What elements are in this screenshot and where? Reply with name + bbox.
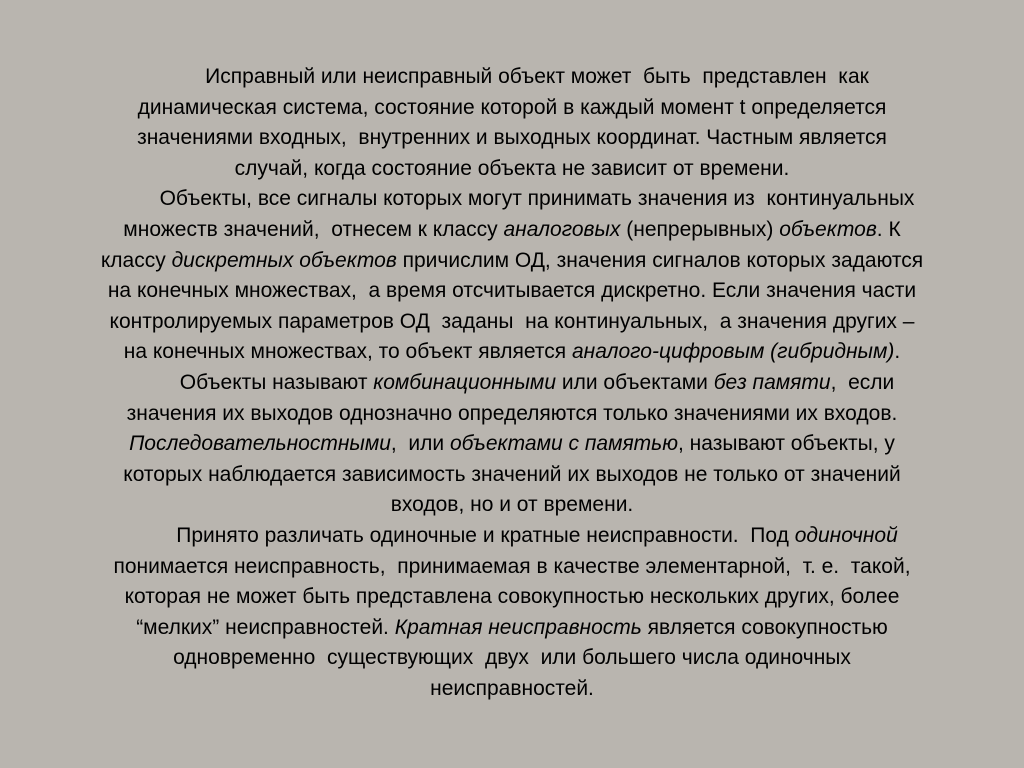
text-segment: случай, когда состояние объекта не зависит от времени. [234, 156, 790, 180]
text-segment: на конечных множествах, то объект является [123, 340, 572, 364]
text-line [0, 429, 1024, 460]
text-segment: Объекты, все сигналы которых могут принимать значения из континуальных [159, 187, 915, 211]
text-segment: Исправный или неисправный объект может быть представлен как [205, 65, 869, 88]
text-line [0, 368, 1024, 399]
italic-term: объектами с памятью [449, 432, 679, 456]
text-segment: Объекты называют [179, 370, 374, 394]
text-segment: , называют объекты, у [678, 432, 895, 456]
text-segment: значениями входных, внутренних и выходных координат. Частным является [137, 126, 887, 150]
text-segment: множеств значений, отнесем к классу [123, 217, 504, 241]
text-segment: . К [876, 217, 901, 241]
text-line [0, 246, 1024, 277]
text-segment: динамическая система, состояние которой в каждый момент t определяется [137, 95, 887, 119]
italic-term: дискретных объектов [171, 248, 397, 272]
text-line [0, 154, 1024, 185]
italic-term: без памяти [713, 370, 831, 394]
italic-term: Кратная неисправность [394, 615, 642, 639]
text-line [0, 123, 1024, 154]
text-line [0, 276, 1024, 307]
italic-term: объектов [779, 217, 877, 241]
text-segment: входов, но и от времени. [390, 493, 634, 517]
text-line [0, 62, 1024, 93]
text-segment: одновременно существующих двух или большего числа одиночных [173, 646, 851, 670]
italic-term: аналого-цифровым (гибридным) [571, 340, 895, 364]
text-segment: неисправностей. [430, 676, 594, 700]
text-segment: . [894, 340, 901, 364]
text-segment: классу [100, 248, 172, 272]
italic-term: аналоговых [503, 217, 621, 241]
text-line [0, 399, 1024, 430]
text-segment: которых наблюдается зависимость значений их выходов не только от значений [123, 462, 901, 486]
text-line [0, 552, 1024, 583]
text-line [0, 613, 1024, 644]
italic-term: одиночной [794, 523, 898, 547]
text-segment: понимается неисправность, принимаемая в качестве элементарной, т. е. такой, [113, 554, 911, 578]
italic-term: комбинационными [373, 370, 557, 394]
body-text [0, 62, 1024, 704]
text-line [0, 643, 1024, 674]
text-line [0, 582, 1024, 613]
text-segment: , если [830, 370, 895, 394]
text-segment: причислим ОД, значения сигналов которых задаются [396, 248, 924, 272]
text-segment: контролируемых параметров ОД заданы на континуальных, а значения других – [109, 309, 915, 333]
text-line [0, 184, 1024, 215]
text-segment: или объектами [556, 370, 714, 394]
text-line [0, 521, 1024, 552]
text-segment: Принято различать одиночные и кратные неисправности. Под [176, 523, 795, 547]
text-segment: на конечных множествах, а время отсчитывается дискретно. Если значения части [107, 279, 917, 303]
text-line [0, 674, 1024, 705]
text-segment: является совокупностью [641, 615, 888, 639]
text-segment: (непрерывных) [620, 217, 780, 241]
text-line [0, 307, 1024, 338]
text-segment: которая не может быть представлена совокупностью нескольких других, более [124, 585, 900, 609]
text-line [0, 490, 1024, 521]
text-line [0, 215, 1024, 246]
italic-term: Последовательностными [129, 432, 391, 456]
text-line [0, 93, 1024, 124]
text-line [0, 460, 1024, 491]
text-segment: значения их выходов однозначно определяются только значениями их входов. [126, 401, 898, 425]
text-segment: , или [390, 432, 450, 456]
text-segment: “мелких” неисправностей. [136, 615, 395, 639]
text-line [0, 337, 1024, 368]
